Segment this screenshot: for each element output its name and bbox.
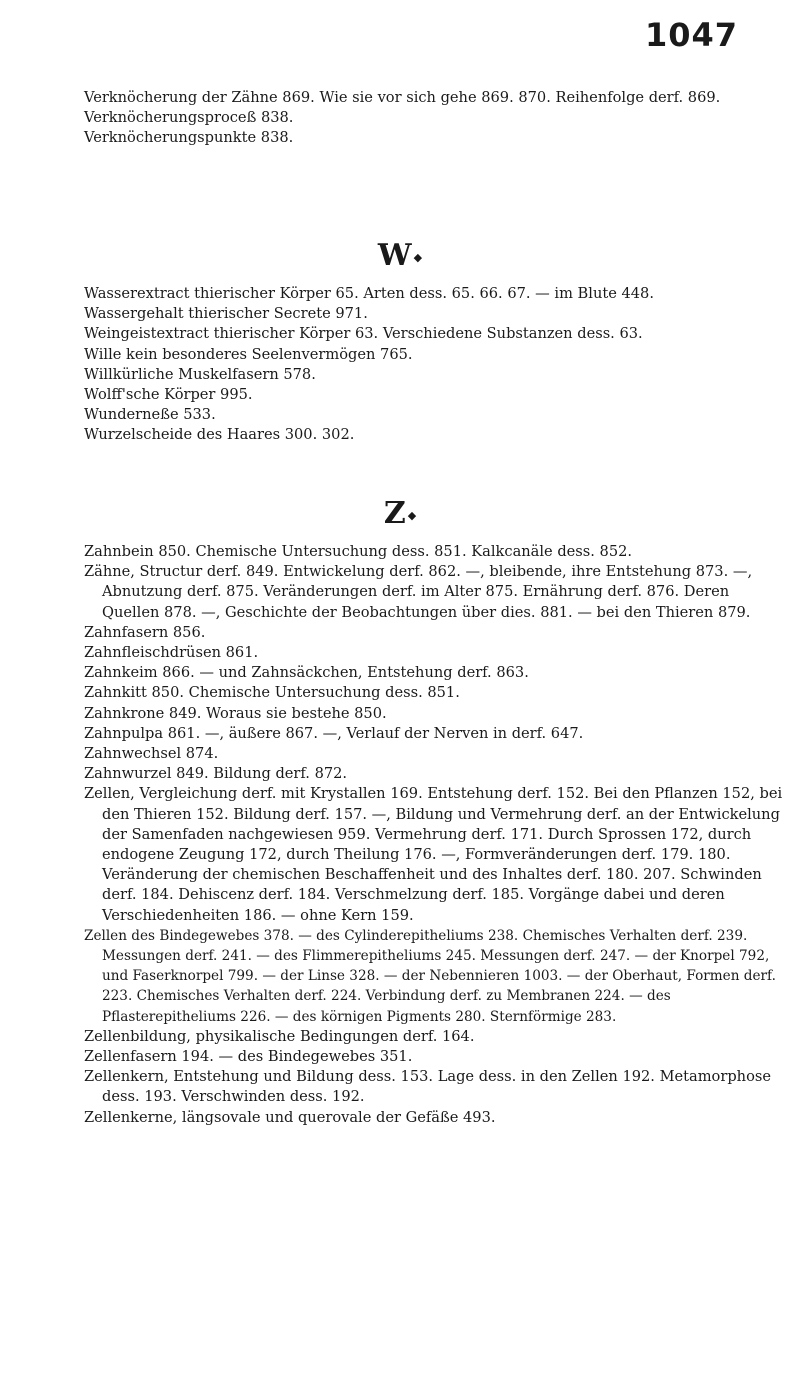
section-letter-w: W ◆ [377, 238, 423, 273]
index-entry: Willkürliche Muskelfasern 578. [84, 365, 316, 383]
index-entry: Wurzelscheide des Haares 300. 302. [84, 426, 355, 444]
index-entry: Zahnwechsel 874. [84, 745, 219, 763]
index-entry: Weingeistextract thierischer Körper 63. Verschiedene Substanzen dess. 63. [84, 325, 643, 343]
section-letter-z: Z ◆ [383, 496, 417, 531]
index-entry: Zellen des Bindegewebes 378. — des Cylinderepitheliums 238. Chemisches Verhalten derf. 239. Messungen derf. 241. — des Flimmerepitheliums 245. Messungen derf. 247. — der Knorpel 792, und Faserknorpel 799. — der Linse 328. — der Nebennieren 1003. — der Oberhaut, Formen derf. 223. Chemisches Verhalten derf. 224. Verbindung derf. zu Membranen 224. — des Pflasterepitheliums 226. — des körnigen Pigments 280. Sternförmige 283. [84, 927, 776, 1025]
index-entry: Zahnfasern 856. [84, 623, 206, 641]
index-entry: Wasserextract thierischer Körper 65. Arten dess. 65. 66. 67. — im Blute 448. [84, 285, 654, 302]
index-entry: Wille kein besonderes Seelenvermögen 765. [84, 345, 413, 363]
index-entry: Verknöcherungsproceß 838. [84, 109, 294, 127]
section-v-entries [84, 88, 784, 149]
index-entry: Zahnbein 850. Chemische Untersuchung dess. 851. Kalkcanäle dess. 852. [84, 543, 633, 560]
page-number: 1047 [644, 16, 738, 54]
index-entry: Zahnpulpa 861. —, äußere 867. —, Verlauf der Nerven in derf. 647. [84, 724, 584, 742]
index-entry: Verknöcherung der Zähne 869. Wie sie vor sich gehe 869. 870. Reihenfolge derf. 869. [84, 89, 721, 106]
index-entry: Zahnfleischdrüsen 861. [84, 644, 259, 662]
index-entry: Zellenfasern 194. — des Bindegewebes 351. [84, 1048, 413, 1066]
index-entry: Zahnkeim 866. — und Zahnsäckchen, Entstehung derf. 863. [84, 664, 529, 682]
index-entry: Wassergehalt thierischer Secrete 971. [84, 305, 368, 323]
index-entry: Zahnkrone 849. Woraus sie bestehe 850. [84, 704, 387, 722]
section-w-entries [84, 284, 784, 446]
index-entry: Zahnkitt 850. Chemische Untersuchung dess. 851. [84, 684, 460, 702]
index-entry: Zellenkern, Entstehung und Bildung dess. 153. Lage dess. in den Zellen 192. Metamorphose dess. 193. Verschwinden dess. 192. [84, 1068, 771, 1106]
index-entry: Wunderneße 533. [84, 406, 216, 424]
index-entry: Zellen, Vergleichung derf. mit Krystallen 169. Entstehung derf. 152. Bei den Pflanzen 152, bei den Thieren 152. Bildung derf. 157. —, Bildung und Vermehrung derf. an der Entwickelung der Samenfaden nachgewiesen 959. Vermehrung derf. 171. Durch Sprossen 172, durch endogene Zeugung 172, durch Theilung 176. —, Formveränderungen derf. 179. 180. Veränderung der chemischen Beschaffenheit und des Inhaltes derf. 180. 207. Schwinden derf. 184. Dehiscenz derf. 184. Verschmelzung derf. 185. Vorgänge dabei und deren Verschiedenheiten 186. — ohne Kern 159. [84, 785, 783, 924]
index-entry: Zähne, Structur derf. 849. Entwickelung derf. 862. —, bleibende, ihre Entstehung 873. —, Abnutzung derf. 875. Veränderungen derf. im Alter 875. Ernährung derf. 876. Deren Quellen 878. —, Geschichte der Beobachtungen über dies. 881. — bei den Thieren 879. [84, 563, 753, 621]
index-entry: Wolff'sche Körper 995. [84, 386, 253, 404]
index-entry: Zellenbildung, physikalische Bedingungen derf. 164. [84, 1027, 475, 1045]
section-z-entries [84, 542, 784, 1128]
index-entry: Zahnwurzel 849. Bildung derf. 872. [84, 765, 348, 783]
index-entry: Zellenkerne, längsovale und querovale der Gefäße 493. [84, 1108, 496, 1126]
index-entry: Verknöcherungspunkte 838. [84, 129, 294, 147]
